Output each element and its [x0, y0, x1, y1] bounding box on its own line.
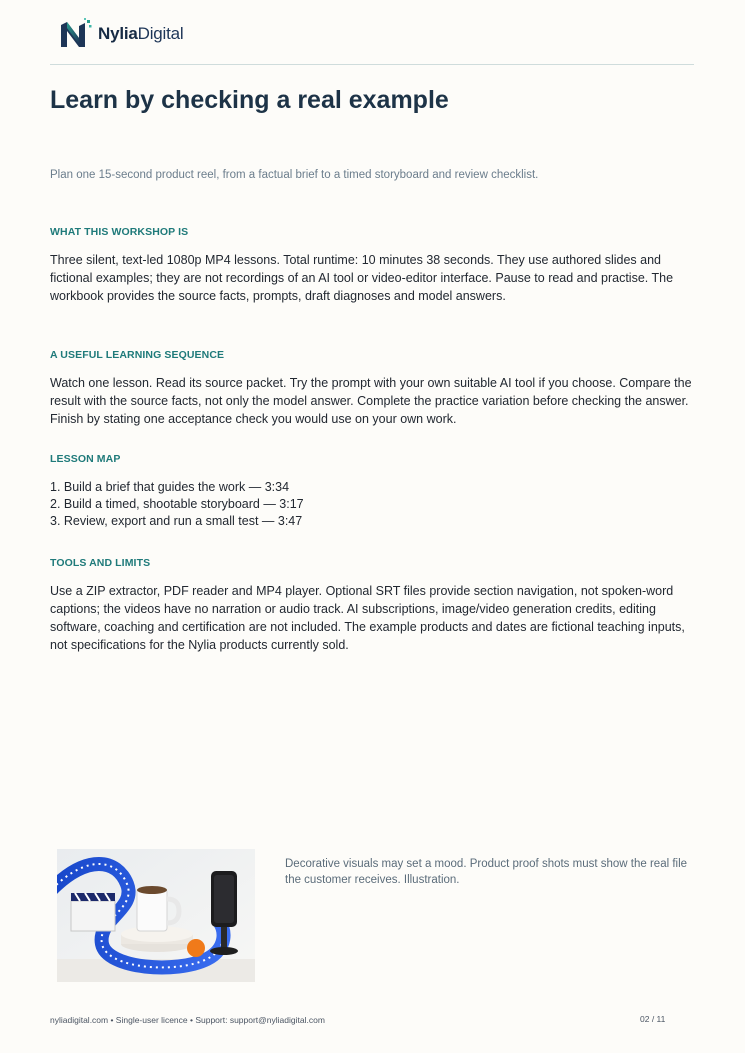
brand-wordmark: NyliaDigital — [98, 24, 184, 43]
lesson-item: 1. Build a brief that guides the work — 3:34 — [50, 480, 290, 494]
section-heading-lesson-map: LESSON MAP — [50, 453, 121, 465]
product-reel-illustration — [57, 849, 255, 982]
lesson-list — [50, 479, 304, 530]
page-title: Learn by checking a real example — [50, 86, 449, 114]
section-body-sequence: Watch one lesson. Read its source packet. Try the prompt with your own suitable AI tool if you choose. Compare the result with the source facts, not only the model answer. Complete the practice variation before checking the answer. Finish by stating one acceptance check you would use on your own work. — [50, 376, 692, 426]
section-body-what: Three silent, text-led 1080p MP4 lessons. Total runtime: 10 minutes 38 seconds. They use authored slides and fictional examples; they are not recordings of an AI tool or video-editor interface. Pause to read and practise. The workbook provides the source facts, prompts, draft diagnoses and model answers. — [50, 253, 674, 303]
header-divider — [50, 64, 694, 65]
lesson-item: 2. Build a timed, shootable storyboard — 3:17 — [50, 497, 304, 511]
section-heading-tools: TOOLS AND LIMITS — [50, 557, 151, 569]
brand-logo — [58, 16, 183, 52]
lesson-item: 3. Review, export and run a small test — 3:47 — [50, 514, 303, 528]
page-subtitle: Plan one 15-second product reel, from a factual brief to a timed storyboard and review checklist. — [50, 169, 539, 181]
nylia-logo-icon — [58, 16, 94, 52]
footer-text: nyliadigital.com • Single-user licence • Support: support@nyliadigital.com — [50, 1015, 325, 1025]
section-body-tools: Use a ZIP extractor, PDF reader and MP4 player. Optional SRT files provide section navigation, not spoken-word captions; the videos have no narration or audio track. AI subscriptions, image/video generation credits, editing software, coaching and certification are not included. The example products and dates are fictional teaching inputs, not specifications for the Nylia products currently sold. — [50, 584, 685, 652]
section-heading-sequence: A USEFUL LEARNING SEQUENCE — [50, 349, 225, 361]
section-heading-what: WHAT THIS WORKSHOP IS — [50, 226, 189, 238]
page-number: 02 / 11 — [640, 1014, 666, 1024]
illustration-caption: Decorative visuals may set a mood. Product proof shots must show the real file the customer receives. Illustration. — [285, 858, 688, 886]
